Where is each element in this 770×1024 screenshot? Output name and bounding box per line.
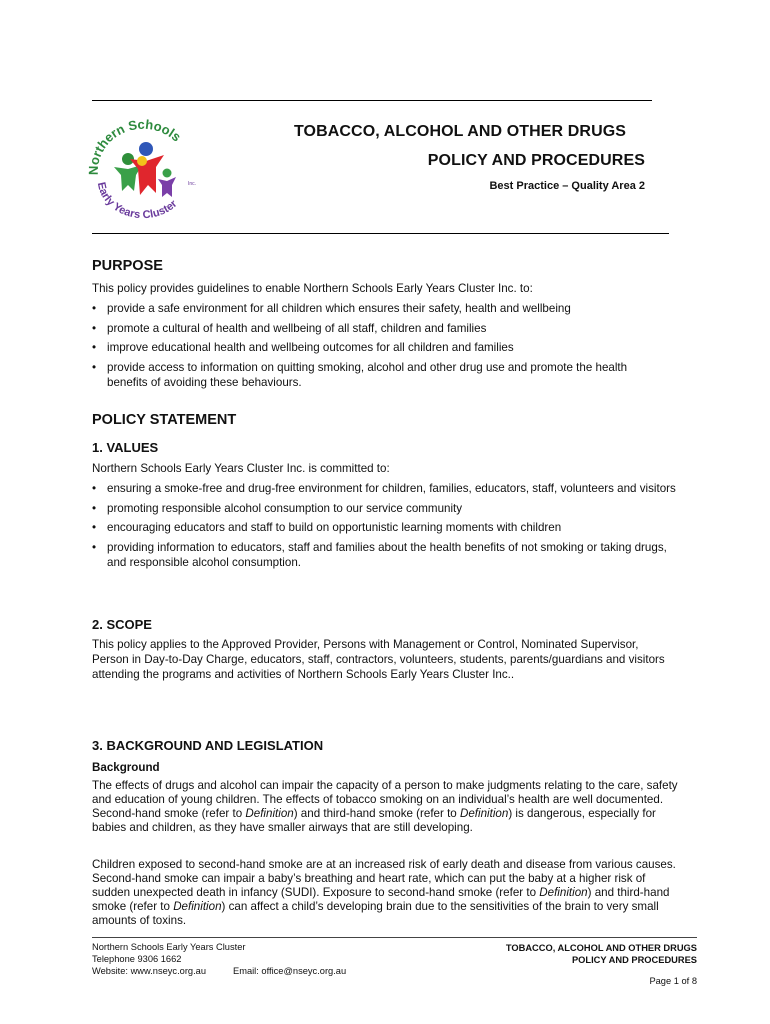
footer-email: Email: office@nseyc.org.au (233, 966, 347, 976)
page-number: Page 1 of 8 (649, 976, 697, 986)
policy-statement-heading: POLICY STATEMENT (92, 412, 237, 428)
list-item: • provide a safe environment for all children which ensures their safety, health and wellbeing (92, 301, 692, 316)
background-paragraph-1: The effects of drugs and alcohol can impair the capacity of a person to make judgments relating to the care, safety and education of young children. The effects of tobacco smoking on an individual’s health are well documented. Second-hand smoke (refer to Definition) and third-hand smoke (refer to Definition) is dangerous, especially for babies and children, as they have smaller airways that are still developing. (92, 779, 678, 834)
background-paragraph-2: Children exposed to second-hand smoke are at an increased risk of early death and disease from various causes. Second-hand smoke can impair a baby’s breathing and heart rate, which can put the baby at a higher risk of sudden unexpected death in infancy (SUDI). Exposure to second-hand smoke (refer to Definition) and third-hand smoke (refer to Definition) can affect a child’s developing brain due to the sensitivities of the brain to very small amounts of toxins. (92, 858, 676, 927)
list-item: • ensuring a smoke-free and drug-free environment for children, families, educators, staff, volunteers and visitors (92, 481, 692, 496)
purpose-bullet-list (92, 301, 692, 394)
logo-text-top: Northern Schools (85, 116, 185, 176)
logo-text-bottom: Early Years Cluster (94, 181, 180, 220)
header-bottom-rule (92, 233, 669, 234)
document-subtitle: Best Practice – Quality Area 2 (489, 180, 645, 192)
footer-doc-title-2: POLICY AND PROCEDURES (571, 955, 697, 965)
footer-doc-title-1: TOBACCO, ALCOHOL AND OTHER DRUGS (505, 943, 697, 953)
values-heading: 1. VALUES (92, 440, 159, 455)
list-item: • promote a cultural of health and wellbeing of all staff, children and families (92, 321, 692, 336)
background-subheading: Background (92, 761, 160, 774)
footer-org: Northern Schools Early Years Cluster (92, 942, 246, 952)
scope-heading: 2. SCOPE (92, 617, 152, 632)
footer-phone: Telephone 9306 1662 (92, 954, 182, 964)
purpose-heading: PURPOSE (92, 258, 163, 274)
background-legislation-heading: 3. BACKGROUND AND LEGISLATION (92, 738, 324, 753)
list-item: • encouraging educators and staff to build on opportunistic learning moments with children (92, 520, 692, 535)
list-item: • provide access to information on quitting smoking, alcohol and other drug use and promote the health benefits of avoiding these behaviours. (92, 360, 662, 390)
document-title-line2: POLICY AND PROCEDURES (427, 152, 645, 169)
purpose-intro: This policy provides guidelines to enable Northern Schools Early Years Cluster Inc. to: (92, 282, 533, 295)
footer-rule (92, 937, 697, 938)
svg-text:Inc.: Inc. (188, 181, 197, 187)
list-item: • promoting responsible alcohol consumption to our service community (92, 501, 692, 516)
list-item: • providing information to educators, staff and families about the health benefits of not smoking or taking drugs, and responsible alcohol consumption. (92, 540, 677, 570)
values-bullet-list (92, 481, 692, 574)
footer-website: Website: www.nseyc.org.au (92, 966, 207, 976)
list-item: • improve educational health and wellbeing outcomes for all children and families (92, 340, 692, 355)
children-figures-icon (114, 142, 176, 197)
header-top-rule (92, 100, 652, 101)
scope-text: This policy applies to the Approved Provider, Persons with Management or Control, Nominated Supervisor, Person in Day-to-Day Charge, educators, staff, contractors, volunteers, students, parents/guardians and visitors attending the programs and activities of Northern Schools Early Years Cluster Inc.. (92, 638, 665, 682)
organisation-logo (84, 115, 202, 220)
document-title-line1: TOBACCO, ALCOHOL AND OTHER DRUGS (293, 123, 627, 140)
values-intro: Northern Schools Early Years Cluster Inc. is committed to: (92, 462, 390, 475)
